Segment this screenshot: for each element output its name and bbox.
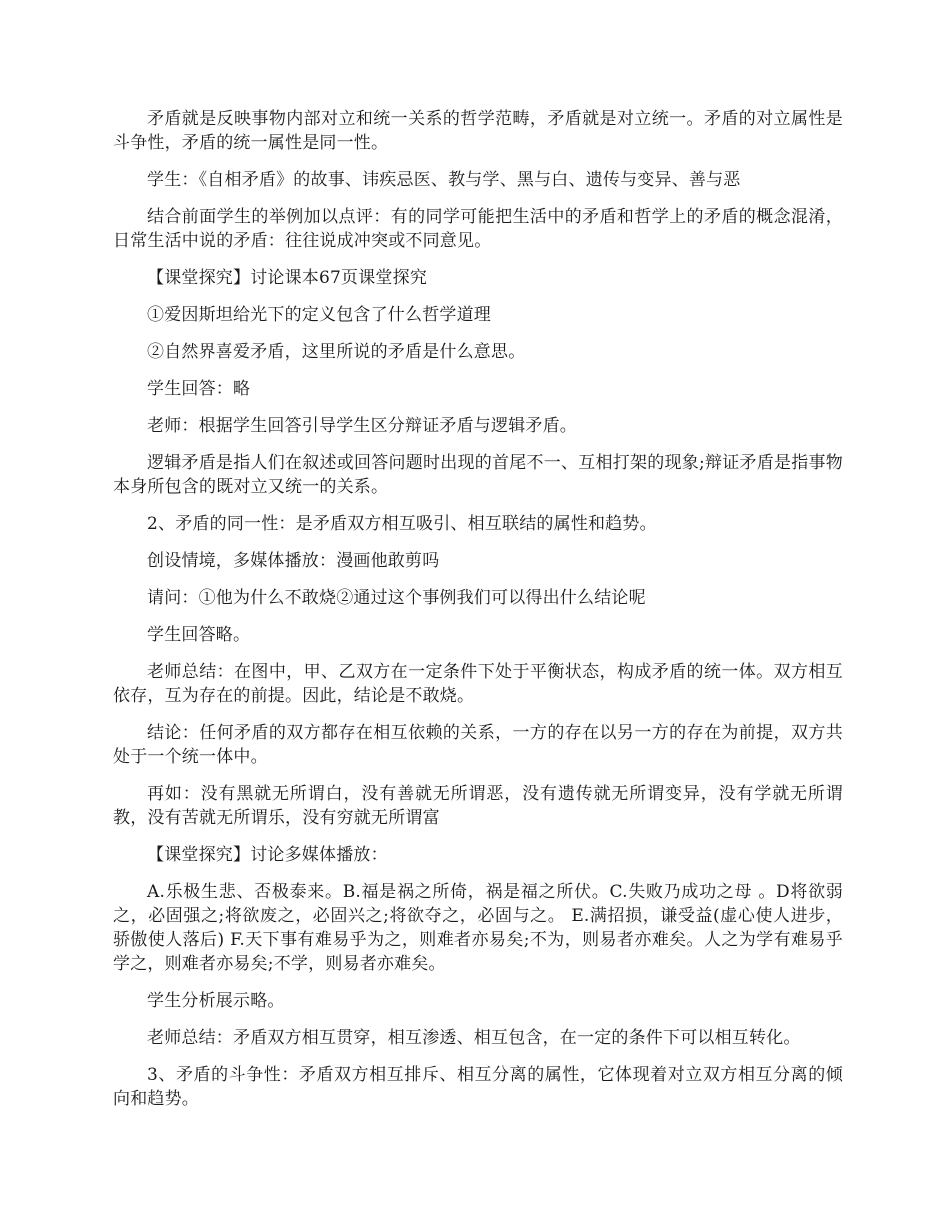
paragraph-scenario: 创设情境，多媒体播放：漫画他敢剪吗: [147, 551, 440, 571]
paragraph-student-examples: 学生：《自相矛盾》的故事、讳疾忌医、教与学、黑与白、遗传与变异、善与恶: [147, 170, 741, 190]
paragraph-more-examples: 再如：没有黑就无所谓白，没有善就无所谓恶，没有遗传就无所谓变异，没有学就无所谓教，没有苦就无所谓乐，没有穷就无所谓富: [113, 784, 843, 828]
paragraph-comment: 结合前面学生的举例加以点评：有的同学可能把生活中的矛盾和哲学上的矛盾的概念混淆，日常生活中说的矛盾：往往说成冲突或不同意见。: [113, 207, 843, 251]
paragraph-logic-vs-dialectic: 逻辑矛盾是指人们在叙述或回答问题时出现的首尾不一、互相打架的现象;辩证矛盾是指事物本身所包含的既对立又统一的关系。: [113, 453, 843, 497]
paragraph-ask: 请问：①他为什么不敢烧②通过这个事例我们可以得出什么结论呢: [147, 588, 646, 608]
paragraph-teacher-summary-2: 老师总结：矛盾双方相互贯穿，相互渗透、相互包含，在一定的条件下可以相互转化。: [147, 1028, 801, 1048]
paragraph-question-2: ②自然界喜爱矛盾，这里所说的矛盾是什么意思。: [147, 342, 526, 362]
paragraph-conclusion: 结论：任何矛盾的双方都存在相互依赖的关系，一方的存在以另一方的存在为前提，双方共处于一个统一体中。: [113, 723, 843, 767]
paragraph-teacher-summary-1: 老师总结：在图中，甲、乙双方在一定条件下处于平衡状态，构成矛盾的统一体。双方相互依存，互为存在的前提。因此，结论是不敢烧。: [113, 662, 843, 706]
document-body: [113, 107, 843, 1124]
paragraph-definition: 矛盾就是反映事物内部对立和统一关系的哲学范畴，矛盾就是对立统一。矛盾的对立属性是斗争性，矛盾的统一属性是同一性。: [113, 109, 843, 153]
paragraph-question-1: ①爱因斯坦给光下的定义包含了什么哲学道理: [147, 305, 491, 325]
paragraph-struggle-heading: 3、矛盾的斗争性：矛盾双方相互排斥、相互分离的属性，它体现着对立双方相互分离的倾向和趋势。: [113, 1065, 843, 1109]
paragraph-class-inquiry-1: 【课堂探究】讨论课本67页课堂探究: [147, 268, 428, 288]
paragraph-class-inquiry-2: 【课堂探究】讨论多媒体播放：: [147, 845, 388, 865]
paragraph-student-analysis: 学生分析展示略。: [147, 991, 285, 1011]
paragraph-identity-heading: 2、矛盾的同一性：是矛盾双方相互吸引、相互联结的属性和趋势。: [147, 514, 657, 534]
paragraph-student-answer: 学生回答：略: [147, 379, 251, 399]
paragraph-teacher-guide: 老师：根据学生回答引导学生区分辩证矛盾与逻辑矛盾。: [147, 416, 577, 436]
paragraph-student-answer-2: 学生回答略。: [147, 625, 251, 645]
paragraph-proverbs: A.乐极生悲、否极泰来。B.福是祸之所倚，祸是福之所伏。C.失败乃成功之母 。D将欲弱之，必固强之;将欲废之，必固兴之;将欲夺之，必固与之。 E.满招损，谦受益(虚心使人进步，骄傲使人落后) F.天下事有难易乎为之，则难者亦易矣;不为，则易者亦难矣。人之为学有难易乎学之，则难者亦易矣;不学，则易者亦难矣。: [113, 882, 843, 974]
